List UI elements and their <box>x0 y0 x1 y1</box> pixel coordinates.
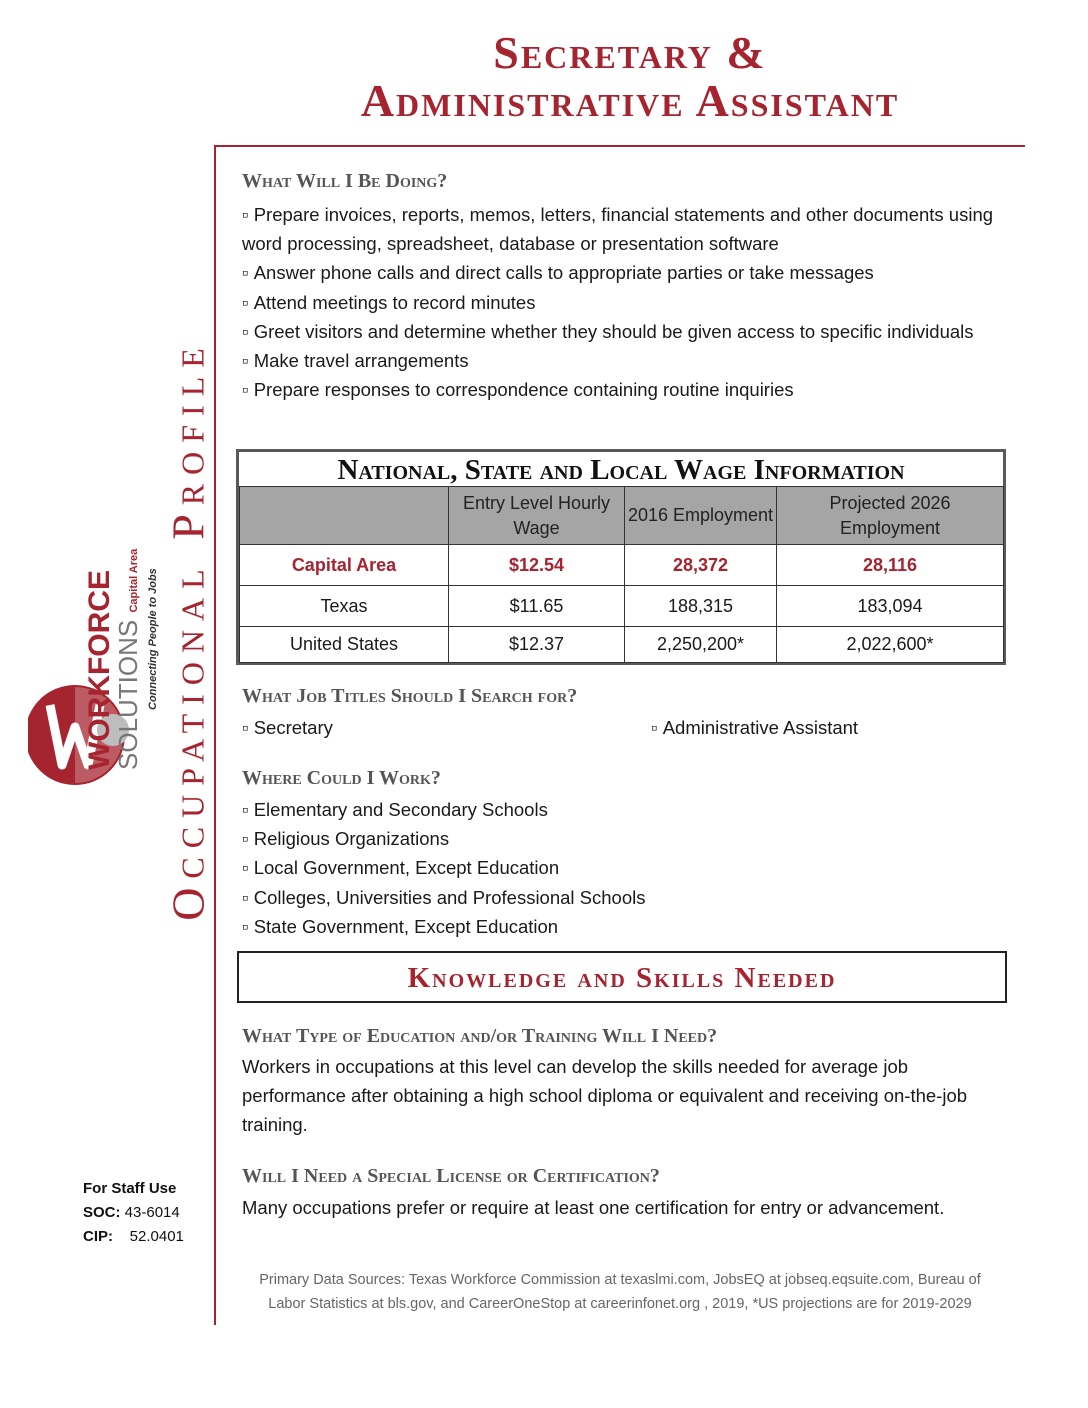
doing-heading: What Will I Be Doing? <box>242 170 448 192</box>
table-row <box>240 545 1004 586</box>
list-item: ▫ Attend meetings to record minutes <box>242 288 1002 317</box>
column-header: Entry Level Hourly Wage <box>449 487 625 545</box>
license-heading: Will I Need a Special License or Certification? <box>242 1165 660 1187</box>
staff-heading: For Staff Use <box>83 1180 177 1197</box>
data-sources: Primary Data Sources: Texas Workforce Commission at texaslmi.com, JobsEQ at jobseq.eqsuite.com, Bureau of Labor Statistics at bls.gov, and CareerOneStop at careerinfonet.org , 2019, *US projections are for 2019-2029 <box>259 1272 981 1312</box>
list-item: ▫ Administrative Assistant <box>651 713 858 742</box>
list-item: ▫ Secretary <box>242 713 333 742</box>
education-heading: What Type of Education and/or Training Will I Need? <box>242 1025 718 1047</box>
list-item: ▫ Local Government, Except Education <box>242 853 645 882</box>
table-cell: $12.54 <box>449 545 625 586</box>
title-divider <box>215 145 1025 147</box>
list-item: ▫ State Government, Except Education <box>242 912 645 941</box>
table-cell: 28,372 <box>625 545 777 586</box>
column-header: 2016 Employment <box>625 487 777 545</box>
table-cell: 28,116 <box>777 545 1004 586</box>
title-line-2: Administrative Assistant <box>360 75 900 126</box>
side-title: Occupational Profile <box>162 339 214 921</box>
list-item: ▫ Answer phone calls and direct calls to appropriate parties or take messages <box>242 258 1002 287</box>
list-item: ▫ Greet visitors and determine whether they should be given access to specific individuals <box>242 317 1002 346</box>
table-cell: Texas <box>240 586 449 627</box>
title-line-1: Secretary & <box>493 27 767 78</box>
wage-title: National, State and Local Wage Information <box>337 454 905 486</box>
table-cell: 2,250,200* <box>625 627 777 663</box>
titles-list-left <box>242 713 333 742</box>
list-item: ▫ Elementary and Secondary Schools <box>242 795 645 824</box>
list-item: ▫ Religious Organizations <box>242 824 645 853</box>
wage-info-box <box>236 449 1006 665</box>
list-item: ▫ Prepare responses to correspondence containing routine inquiries <box>242 375 1002 404</box>
table-cell: 183,094 <box>777 586 1004 627</box>
logo-word-work: WORK <box>83 675 116 770</box>
logo-tagline: Connecting People to Jobs <box>147 568 159 710</box>
logo-region: Capital Area <box>128 548 140 613</box>
list-item: ▫ Colleges, Universities and Professional Schools <box>242 883 645 912</box>
table-cell: United States <box>240 627 449 663</box>
license-text: Many occupations prefer or require at least one certification for entry or advancement. <box>242 1197 945 1218</box>
table-cell: 2,022,600* <box>777 627 1004 663</box>
logo-word-solutions: SOLUTIONS <box>113 619 143 770</box>
column-header: Projected 2026 Employment <box>777 487 1004 545</box>
titles-heading: What Job Titles Should I Search for? <box>242 685 578 707</box>
titles-list-right <box>651 713 858 742</box>
work-list <box>242 795 645 941</box>
table-row <box>240 627 1004 663</box>
logo-word-force: FORCE <box>83 570 116 676</box>
knowledge-skills-heading: Knowledge and Skills Needed <box>237 951 1007 1003</box>
cip-label: CIP: <box>83 1228 113 1245</box>
soc-code: 43-6014 <box>124 1204 180 1221</box>
logo-wordmark <box>85 470 159 770</box>
work-heading: Where Could I Work? <box>242 767 441 789</box>
table-row <box>240 586 1004 627</box>
education-text: Workers in occupations at this level can develop the skills needed for average job performance after obtaining a high school diploma or equivalent and receiving on-the-job training. <box>242 1056 968 1135</box>
table-cell: $12.37 <box>449 627 625 663</box>
wage-table <box>239 486 1004 663</box>
soc-label: SOC: <box>83 1204 121 1221</box>
list-item: ▫ Make travel arrangements <box>242 346 1002 375</box>
cip-code: 52.0401 <box>129 1228 184 1245</box>
page-title <box>230 27 1030 126</box>
table-cell: $11.65 <box>449 586 625 627</box>
staff-use-box <box>83 1177 184 1249</box>
list-item: ▫ Prepare invoices, reports, memos, letters, financial statements and other documents using word processing, spreadsheet, database or presentation software <box>242 200 1002 258</box>
table-cell: Capital Area <box>240 545 449 586</box>
column-header <box>240 487 449 545</box>
doing-list <box>242 200 1002 404</box>
table-header-row <box>240 487 1004 545</box>
table-cell: 188,315 <box>625 586 777 627</box>
